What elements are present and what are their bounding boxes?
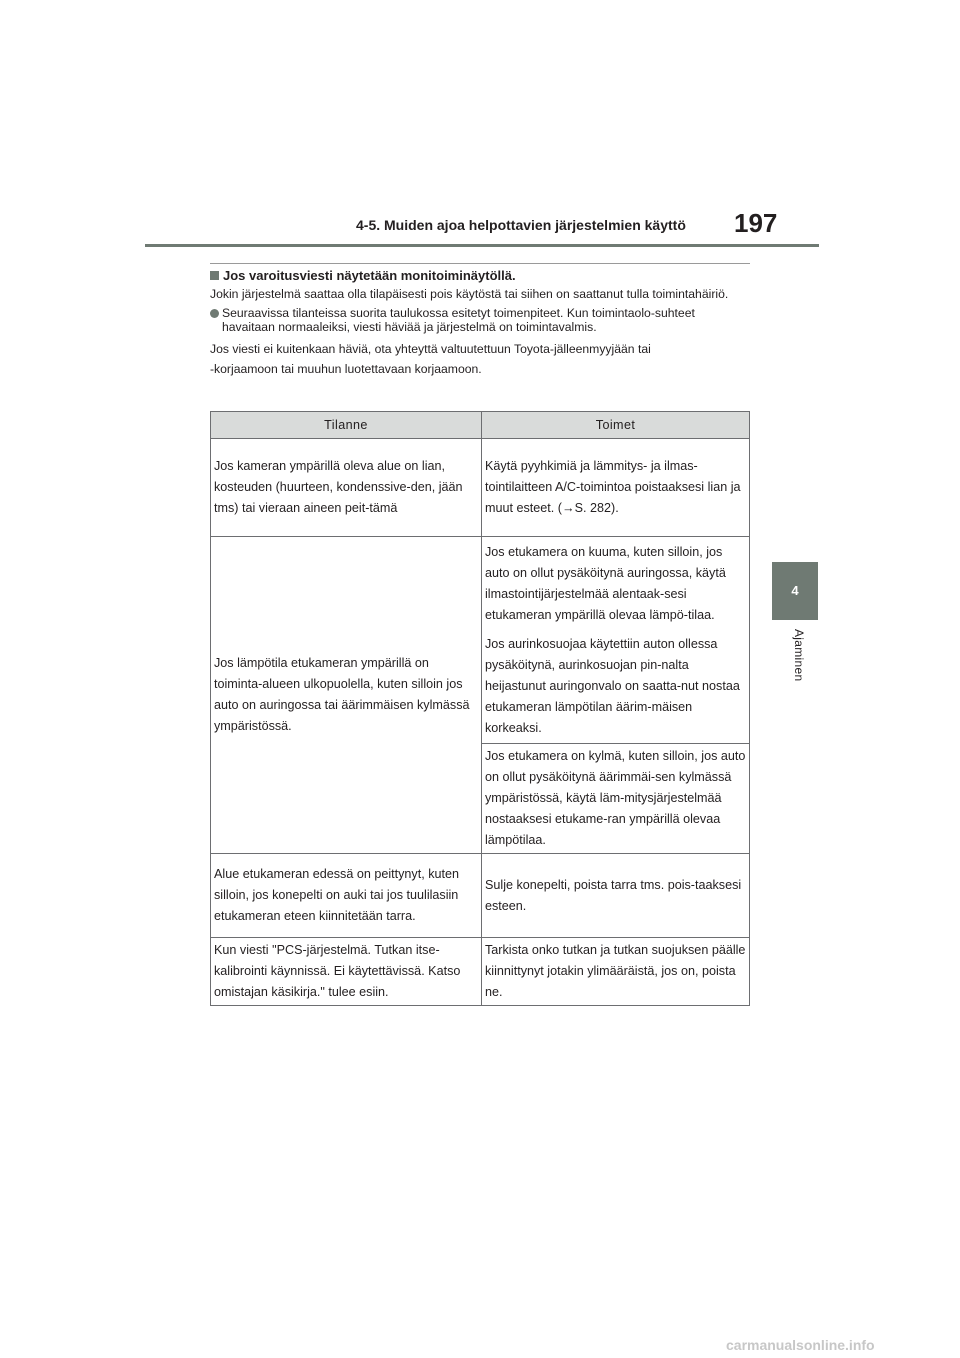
section-heading bbox=[210, 268, 750, 283]
circle-bullet-icon bbox=[210, 309, 219, 318]
action-cell bbox=[482, 537, 750, 744]
troubleshooting-table bbox=[210, 411, 750, 1006]
followup-line-2: -korjaamoon tai muuhun luotettavaan korjaamoon. bbox=[210, 362, 482, 376]
chapter-label: Ajaminen bbox=[792, 629, 806, 682]
header-divider bbox=[145, 244, 819, 247]
action-cell: Jos etukamera on kylmä, kuten silloin, jos auto on ollut pysäköitynä äärimmäi-sen kylmässä ympäristössä, käytä läm-mitysjärjestelmää nostaaksesi etukame-ran ympärillä olevaa lämpötilaa. bbox=[482, 744, 750, 854]
table-row bbox=[211, 938, 750, 1006]
header-actions: Toimet bbox=[482, 412, 750, 439]
table-row bbox=[211, 537, 750, 744]
table-row bbox=[211, 854, 750, 938]
section-divider bbox=[210, 263, 750, 264]
situation-cell: Kun viesti "PCS-järjestelmä. Tutkan itse-kalibrointi käynnissä. Ei käytettävissä. Katso omistajan käsikirja." tulee esiin. bbox=[211, 938, 482, 1006]
bullet-item bbox=[210, 306, 750, 334]
section-heading-text: Jos varoitusviesti näytetään monitoiminäytöllä. bbox=[223, 268, 516, 283]
action-cell: Tarkista onko tutkan ja tutkan suojuksen päälle kiinnittynyt jotakin ylimääräistä, jos on, poista ne. bbox=[482, 938, 750, 1006]
followup-line-1: Jos viesti ei kuitenkaan häviä, ota yhteyttä valtuutettuun Toyota-jälleenmyyjään tai bbox=[210, 342, 651, 356]
situation-cell: Jos lämpötila etukameran ympärillä on toiminta-alueen ulkopuolella, kuten silloin jos auto on auringossa tai äärimmäisen kylmässä ympäristössä. bbox=[211, 537, 482, 854]
content-section bbox=[210, 263, 750, 379]
intro-paragraph: Jokin järjestelmä saattaa olla tilapäisesti pois käytöstä tai siihen on saattanut tulla toimintahäiriö. bbox=[210, 287, 729, 301]
situation-cell: Alue etukameran edessä on peittynyt, kuten silloin, jos konepelti on auki tai jos tuulilasiin etukameran eteen kiinnitetään tarra. bbox=[211, 854, 482, 938]
table-row bbox=[211, 439, 750, 537]
situation-cell: Jos kameran ympärillä oleva alue on lian, kosteuden (huurteen, kondenssive-den, jään tms) tai vieraan aineen peit-tämä bbox=[211, 439, 482, 537]
chapter-tab[interactable]: 4 bbox=[772, 562, 818, 620]
bullet-text: Seuraavissa tilanteissa suorita taulukossa esitetyt toimenpiteet. Kun toimintaolo-suhteet havaitaan normaaleiksi, viesti häviää ja järjestelmä on toimintavalmis. bbox=[222, 306, 695, 334]
action-cell: Sulje konepelti, poista tarra tms. pois-taaksesi esteen. bbox=[482, 854, 750, 938]
action-text-sunshade: Jos aurinkosuojaa käytettiin auton ollessa pysäköitynä, aurinkosuojan pin-nalta heijastunut auringonvalo on saatta-nut nostaa etukameran lämpötilan äärim-mäisen korkeaksi. bbox=[485, 636, 740, 735]
table-header-row bbox=[211, 412, 750, 439]
action-cell: Käytä pyyhkimiä ja lämmitys- ja ilmas-tointilaitteen A/C-toimintoa poistaaksesi lian ja muut esteet. (→S. 282). bbox=[482, 439, 750, 537]
square-bullet-icon bbox=[210, 271, 219, 280]
watermark-text: carmanualsonline.info bbox=[726, 1337, 875, 1353]
header-situation: Tilanne bbox=[211, 412, 482, 439]
page-number: 197 bbox=[734, 208, 778, 238]
action-text-hot: Jos etukamera on kuuma, kuten silloin, jos auto on ollut pysäköitynä auringossa, käytä ilmastointijärjestelmää alentaak-sesi etukameran ympärillä olevaa lämpö-tilaa. bbox=[485, 544, 726, 622]
section-title: 4-5. Muiden ajoa helpottavien järjestelmien käyttö bbox=[356, 217, 686, 233]
